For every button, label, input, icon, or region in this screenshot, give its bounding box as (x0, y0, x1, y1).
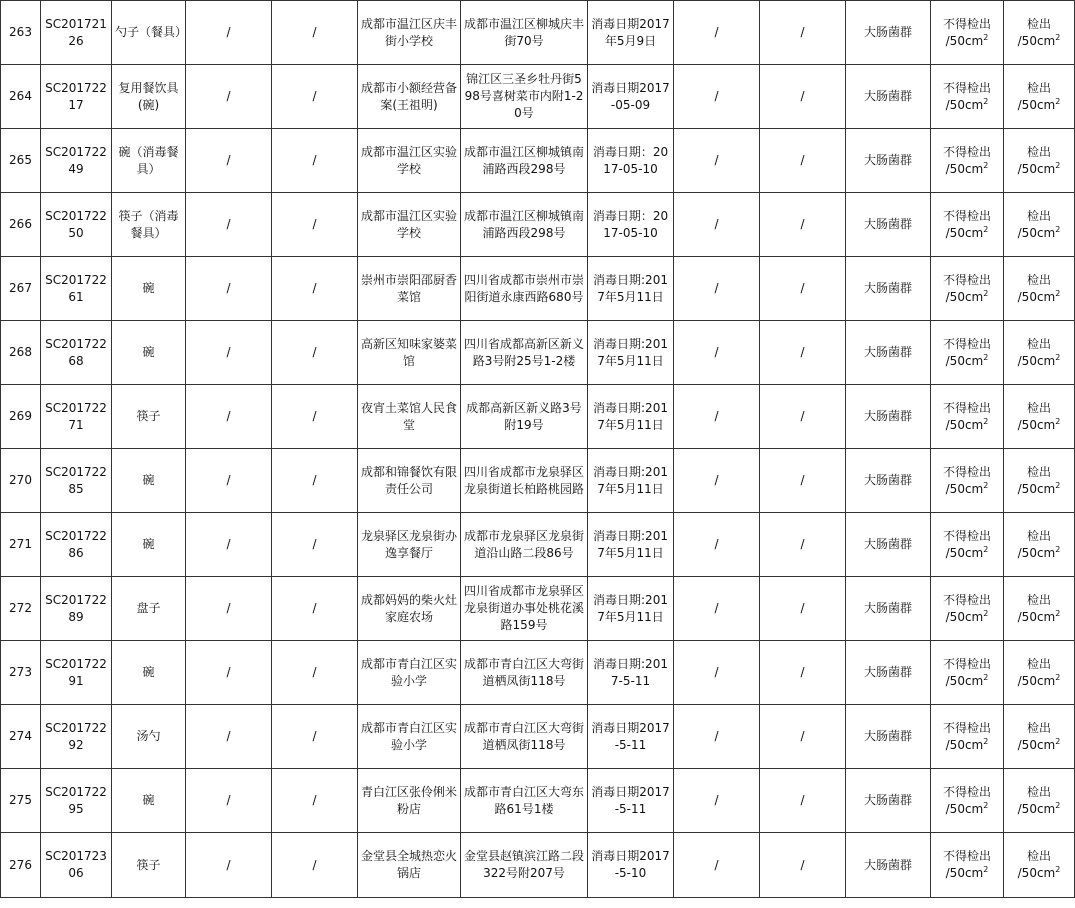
standard-value-unit: $/50cm^2$ (945, 865, 989, 880)
measured-value-unit: $/50cm^2$ (1017, 160, 1061, 176)
row-number-cell: 268 (1, 321, 41, 385)
standard-value-unit: $/50cm^2$ (945, 160, 989, 176)
address-cell: 成都高新区新义路3号附19号 (461, 385, 588, 449)
disinfection-date-cell: 消毒日期2017-05-09 (588, 65, 674, 129)
table-row (1, 65, 1075, 129)
blank-cell: / (186, 577, 272, 641)
standard-value-unit: $/50cm^2$ (945, 96, 989, 112)
table-body (1, 1, 1075, 898)
test-item-cell: 大肠菌群 (846, 257, 931, 321)
blank-cell: / (760, 705, 846, 769)
test-item-cell: 大肠菌群 (846, 705, 931, 769)
sampled-unit-cell: 成都妈妈的柴火灶家庭农场 (358, 577, 461, 641)
standard-value-unit: $/50cm^2$ (945, 544, 989, 560)
disinfection-date-cell: 消毒日期2017-5-10 (588, 833, 674, 898)
standard-value-cell (931, 385, 1004, 449)
test-item-cell: 大肠菌群 (846, 385, 931, 449)
sample-name-cell: 汤勺 (112, 705, 186, 769)
measured-value-text: 检出 (1026, 784, 1051, 799)
blank-cell: / (186, 705, 272, 769)
measured-value-unit: $/50cm^2$ (1017, 736, 1061, 752)
standard-value-text: 不得检出 (942, 656, 991, 671)
blank-cell: / (186, 449, 272, 513)
disinfection-date-cell: 消毒日期:2017年5月11日 (588, 257, 674, 321)
measured-value-text: 检出 (1026, 16, 1051, 31)
sample-name-cell: 勺子（餐具） (112, 1, 186, 65)
blank-cell: / (272, 1, 358, 65)
sampled-unit-cell: 夜宵土菜馆人民食堂 (358, 385, 461, 449)
blank-cell: / (674, 65, 760, 129)
measured-value-cell (1004, 65, 1075, 129)
measured-value-cell (1004, 193, 1075, 257)
standard-value-cell (931, 193, 1004, 257)
row-number-cell: 271 (1, 513, 41, 577)
sample-code-cell: SC20172249 (41, 129, 112, 193)
sample-name-cell: 碗 (112, 321, 186, 385)
standard-value-unit: $/50cm^2$ (945, 32, 989, 48)
blank-cell: / (186, 769, 272, 833)
test-item-cell: 大肠菌群 (846, 769, 931, 833)
measured-value-text: 检出 (1026, 849, 1051, 863)
measured-value-cell (1004, 513, 1075, 577)
blank-cell: / (272, 65, 358, 129)
blank-cell: / (674, 385, 760, 449)
standard-value-unit: $/50cm^2$ (945, 800, 989, 816)
table-row (1, 705, 1075, 769)
sample-name-cell: 复用餐饮具(碗) (112, 65, 186, 129)
table-row (1, 193, 1075, 257)
blank-cell: / (272, 321, 358, 385)
standard-value-unit: $/50cm^2$ (945, 352, 989, 368)
test-item-cell: 大肠菌群 (846, 65, 931, 129)
sample-name-cell: 筷子 (112, 833, 186, 898)
sampled-unit-cell: 成都市青白江区实验小学 (358, 641, 461, 705)
blank-cell: / (186, 65, 272, 129)
blank-cell: / (760, 449, 846, 513)
sampled-unit-cell: 成都市小额经营备案(王祖明) (358, 65, 461, 129)
test-item-cell: 大肠菌群 (846, 129, 931, 193)
test-item-cell: 大肠菌群 (846, 1, 931, 65)
standard-value-cell (931, 65, 1004, 129)
row-number-cell: 275 (1, 769, 41, 833)
test-item-cell: 大肠菌群 (846, 577, 931, 641)
test-item-cell: 大肠菌群 (846, 641, 931, 705)
blank-cell: / (674, 577, 760, 641)
sample-code-cell: SC20172268 (41, 321, 112, 385)
blank-cell: / (674, 129, 760, 193)
sample-name-cell: 碗 (112, 449, 186, 513)
sampled-unit-cell: 成都市青白江区实验小学 (358, 705, 461, 769)
sample-code-cell: SC20172292 (41, 705, 112, 769)
blank-cell: / (674, 449, 760, 513)
standard-value-cell (931, 257, 1004, 321)
measured-value-cell (1004, 449, 1075, 513)
test-item-cell: 大肠菌群 (846, 193, 931, 257)
blank-cell: / (760, 513, 846, 577)
blank-cell: / (272, 705, 358, 769)
sampled-unit-cell: 金堂县全城热恋火锅店 (358, 833, 461, 898)
row-number-cell: 266 (1, 193, 41, 257)
sample-code-cell: SC20172286 (41, 513, 112, 577)
measured-value-text: 检出 (1026, 400, 1051, 415)
table-row (1, 641, 1075, 705)
measured-value-unit: $/50cm^2$ (1017, 32, 1061, 48)
table-row (1, 769, 1075, 833)
table-row (1, 449, 1075, 513)
address-cell: 四川省成都市龙泉驿区龙泉街道长柏路桃园路 (461, 449, 588, 513)
standard-value-unit: $/50cm^2$ (945, 736, 989, 752)
disinfection-date-cell: 消毒日期:2017年5月11日 (588, 513, 674, 577)
blank-cell: / (272, 449, 358, 513)
measured-value-unit: $/50cm^2$ (1017, 96, 1061, 112)
blank-cell: / (760, 1, 846, 65)
address-cell: 成都市龙泉驿区龙泉街道沿山路二段86号 (461, 513, 588, 577)
address-cell: 成都市青白江区大弯街道栖凤街118号 (461, 705, 588, 769)
blank-cell: / (760, 641, 846, 705)
sampled-unit-cell: 成都市温江区庆丰街小学校 (358, 1, 461, 65)
test-item-cell: 大肠菌群 (846, 321, 931, 385)
sample-name-cell: 筷子 (112, 385, 186, 449)
measured-value-unit: $/50cm^2$ (1017, 544, 1061, 560)
address-cell: 锦江区三圣乡牡丹街598号喜树菜市内附1-20号 (461, 65, 588, 129)
blank-cell: / (272, 513, 358, 577)
blank-cell: / (674, 769, 760, 833)
table-row (1, 833, 1075, 898)
measured-value-text: 检出 (1026, 208, 1051, 223)
blank-cell: / (760, 257, 846, 321)
disinfection-date-cell: 消毒日期:2017年5月11日 (588, 449, 674, 513)
measured-value-text: 检出 (1026, 272, 1051, 287)
sample-name-cell: 碗（消毒餐具） (112, 129, 186, 193)
measured-value-cell (1004, 577, 1075, 641)
address-cell: 成都市温江区柳城庆丰街70号 (461, 1, 588, 65)
standard-value-text: 不得检出 (942, 849, 991, 863)
standard-value-cell (931, 449, 1004, 513)
measured-value-cell (1004, 833, 1075, 898)
sampled-unit-cell: 青白江区张伶俐米粉店 (358, 769, 461, 833)
standard-value-text: 不得检出 (942, 336, 991, 351)
standard-value-cell (931, 705, 1004, 769)
blank-cell: / (760, 321, 846, 385)
table-row (1, 577, 1075, 641)
blank-cell: / (272, 129, 358, 193)
measured-value-text: 检出 (1026, 528, 1051, 543)
standard-value-text: 不得检出 (942, 80, 991, 95)
measured-value-text: 检出 (1026, 80, 1051, 95)
standard-value-unit: $/50cm^2$ (945, 480, 989, 496)
standard-value-cell (931, 577, 1004, 641)
row-number-cell: 276 (1, 833, 41, 898)
measured-value-cell (1004, 705, 1075, 769)
table-row (1, 385, 1075, 449)
measured-value-cell (1004, 321, 1075, 385)
row-number-cell: 273 (1, 641, 41, 705)
standard-value-text: 不得检出 (942, 16, 991, 31)
sampled-unit-cell: 龙泉驿区龙泉街办逸享餐厅 (358, 513, 461, 577)
measured-value-unit: $/50cm^2$ (1017, 865, 1061, 880)
standard-value-unit: $/50cm^2$ (945, 288, 989, 304)
blank-cell: / (674, 641, 760, 705)
blank-cell: / (186, 513, 272, 577)
table-row (1, 257, 1075, 321)
blank-cell: / (186, 193, 272, 257)
measured-value-unit: $/50cm^2$ (1017, 352, 1061, 368)
measured-value-unit: $/50cm^2$ (1017, 416, 1061, 432)
measured-value-unit: $/50cm^2$ (1017, 480, 1061, 496)
blank-cell: / (760, 769, 846, 833)
standard-value-cell (931, 129, 1004, 193)
standard-value-cell (931, 321, 1004, 385)
sample-name-cell: 碗 (112, 257, 186, 321)
row-number-cell: 274 (1, 705, 41, 769)
table-row (1, 513, 1075, 577)
blank-cell: / (674, 257, 760, 321)
standard-value-cell (931, 641, 1004, 705)
blank-cell: / (760, 577, 846, 641)
row-number-cell: 264 (1, 65, 41, 129)
standard-value-text: 不得检出 (942, 784, 991, 799)
blank-cell: / (272, 769, 358, 833)
sample-name-cell: 碗 (112, 769, 186, 833)
standard-value-unit: $/50cm^2$ (945, 672, 989, 688)
test-item-cell: 大肠菌群 (846, 833, 931, 898)
measured-value-text: 检出 (1026, 144, 1051, 159)
standard-value-unit: $/50cm^2$ (945, 608, 989, 624)
measured-value-text: 检出 (1026, 464, 1051, 479)
blank-cell: / (674, 833, 760, 898)
row-number-cell: 272 (1, 577, 41, 641)
address-cell: 成都市青白江区大弯街道栖凤街118号 (461, 641, 588, 705)
blank-cell: / (272, 577, 358, 641)
standard-value-cell (931, 833, 1004, 898)
address-cell: 四川省成都高新区新义路3号附25号1-2楼 (461, 321, 588, 385)
sampled-unit-cell: 成都市温江区实验学校 (358, 129, 461, 193)
measured-value-cell (1004, 385, 1075, 449)
standard-value-cell (931, 1, 1004, 65)
standard-value-text: 不得检出 (942, 400, 991, 415)
measured-value-cell (1004, 641, 1075, 705)
address-cell: 金堂县赵镇滨江路二段322号附207号 (461, 833, 588, 898)
sample-code-cell: SC20172291 (41, 641, 112, 705)
disinfection-date-cell: 消毒日期:2017年5月11日 (588, 385, 674, 449)
test-item-cell: 大肠菌群 (846, 449, 931, 513)
measured-value-unit: $/50cm^2$ (1017, 672, 1061, 688)
table-row (1, 321, 1075, 385)
measured-value-unit: $/50cm^2$ (1017, 288, 1061, 304)
test-item-cell: 大肠菌群 (846, 513, 931, 577)
address-cell: 成都市温江区柳城镇南浦路西段298号 (461, 193, 588, 257)
row-number-cell: 263 (1, 1, 41, 65)
blank-cell: / (186, 385, 272, 449)
sample-code-cell: SC20172261 (41, 257, 112, 321)
measured-value-cell (1004, 129, 1075, 193)
measured-value-unit: $/50cm^2$ (1017, 608, 1061, 624)
standard-value-unit: $/50cm^2$ (945, 224, 989, 240)
measured-value-text: 检出 (1026, 720, 1051, 735)
table-row (1, 1, 1075, 65)
blank-cell: / (674, 321, 760, 385)
sample-name-cell: 盘子 (112, 577, 186, 641)
blank-cell: / (272, 641, 358, 705)
sample-code-cell: SC20172285 (41, 449, 112, 513)
sample-name-cell: 碗 (112, 513, 186, 577)
blank-cell: / (674, 193, 760, 257)
standard-value-cell (931, 769, 1004, 833)
address-cell: 四川省成都市崇州市崇阳街道永康西路680号 (461, 257, 588, 321)
blank-cell: / (760, 65, 846, 129)
sample-name-cell: 筷子（消毒餐具） (112, 193, 186, 257)
measured-value-text: 检出 (1026, 336, 1051, 351)
standard-value-unit: $/50cm^2$ (945, 416, 989, 432)
sampled-unit-cell: 成都市温江区实验学校 (358, 193, 461, 257)
sample-code-cell: SC20172306 (41, 833, 112, 898)
disinfection-date-cell: 消毒日期2017-5-11 (588, 705, 674, 769)
row-number-cell: 269 (1, 385, 41, 449)
disinfection-date-cell: 消毒日期:2017年5月11日 (588, 577, 674, 641)
measured-value-unit: $/50cm^2$ (1017, 224, 1061, 240)
standard-value-text: 不得检出 (942, 272, 991, 287)
disinfection-date-cell: 消毒日期：2017-05-10 (588, 193, 674, 257)
sample-name-cell: 碗 (112, 641, 186, 705)
row-number-cell: 270 (1, 449, 41, 513)
sample-code-cell: SC20172289 (41, 577, 112, 641)
measured-value-text: 检出 (1026, 592, 1051, 607)
sampled-unit-cell: 高新区知味家婆菜馆 (358, 321, 461, 385)
sampled-unit-cell: 崇州市崇阳邵厨香菜馆 (358, 257, 461, 321)
measured-value-unit: $/50cm^2$ (1017, 800, 1061, 816)
blank-cell: / (186, 641, 272, 705)
measured-value-cell (1004, 769, 1075, 833)
measured-value-text: 检出 (1026, 656, 1051, 671)
blank-cell: / (272, 257, 358, 321)
disinfection-date-cell: 消毒日期:2017年5月11日 (588, 321, 674, 385)
blank-cell: / (674, 705, 760, 769)
measured-value-cell (1004, 1, 1075, 65)
blank-cell: / (760, 385, 846, 449)
standard-value-text: 不得检出 (942, 208, 991, 223)
address-cell: 四川省成都市龙泉驿区龙泉街道办事处桃花溪路159号 (461, 577, 588, 641)
blank-cell: / (186, 833, 272, 898)
disinfection-date-cell: 消毒日期2017年5月9日 (588, 1, 674, 65)
standard-value-text: 不得检出 (942, 464, 991, 479)
row-number-cell: 267 (1, 257, 41, 321)
standard-value-text: 不得检出 (942, 592, 991, 607)
blank-cell: / (186, 321, 272, 385)
sample-code-cell: SC20172295 (41, 769, 112, 833)
blank-cell: / (272, 385, 358, 449)
standard-value-cell (931, 513, 1004, 577)
blank-cell: / (186, 1, 272, 65)
blank-cell: / (272, 193, 358, 257)
blank-cell: / (186, 257, 272, 321)
address-cell: 成都市温江区柳城镇南浦路西段298号 (461, 129, 588, 193)
standard-value-text: 不得检出 (942, 720, 991, 735)
table-row (1, 129, 1075, 193)
sample-code-cell: SC20172250 (41, 193, 112, 257)
sample-code-cell: SC20172217 (41, 65, 112, 129)
row-number-cell: 265 (1, 129, 41, 193)
blank-cell: / (674, 1, 760, 65)
sample-code-cell: SC20172126 (41, 1, 112, 65)
blank-cell: / (272, 833, 358, 898)
blank-cell: / (674, 513, 760, 577)
disinfection-date-cell: 消毒日期2017-5-11 (588, 769, 674, 833)
address-cell: 成都市青白江区大弯东路61号1楼 (461, 769, 588, 833)
disinfection-date-cell: 消毒日期：2017-05-10 (588, 129, 674, 193)
blank-cell: / (186, 129, 272, 193)
sampled-unit-cell: 成都和锦餐饮有限责任公司 (358, 449, 461, 513)
blank-cell: / (760, 193, 846, 257)
sample-code-cell: SC20172271 (41, 385, 112, 449)
blank-cell: / (760, 129, 846, 193)
disinfection-date-cell: 消毒日期:2017-5-11 (588, 641, 674, 705)
standard-value-text: 不得检出 (942, 144, 991, 159)
measured-value-cell (1004, 257, 1075, 321)
blank-cell: / (760, 833, 846, 898)
standard-value-text: 不得检出 (942, 528, 991, 543)
